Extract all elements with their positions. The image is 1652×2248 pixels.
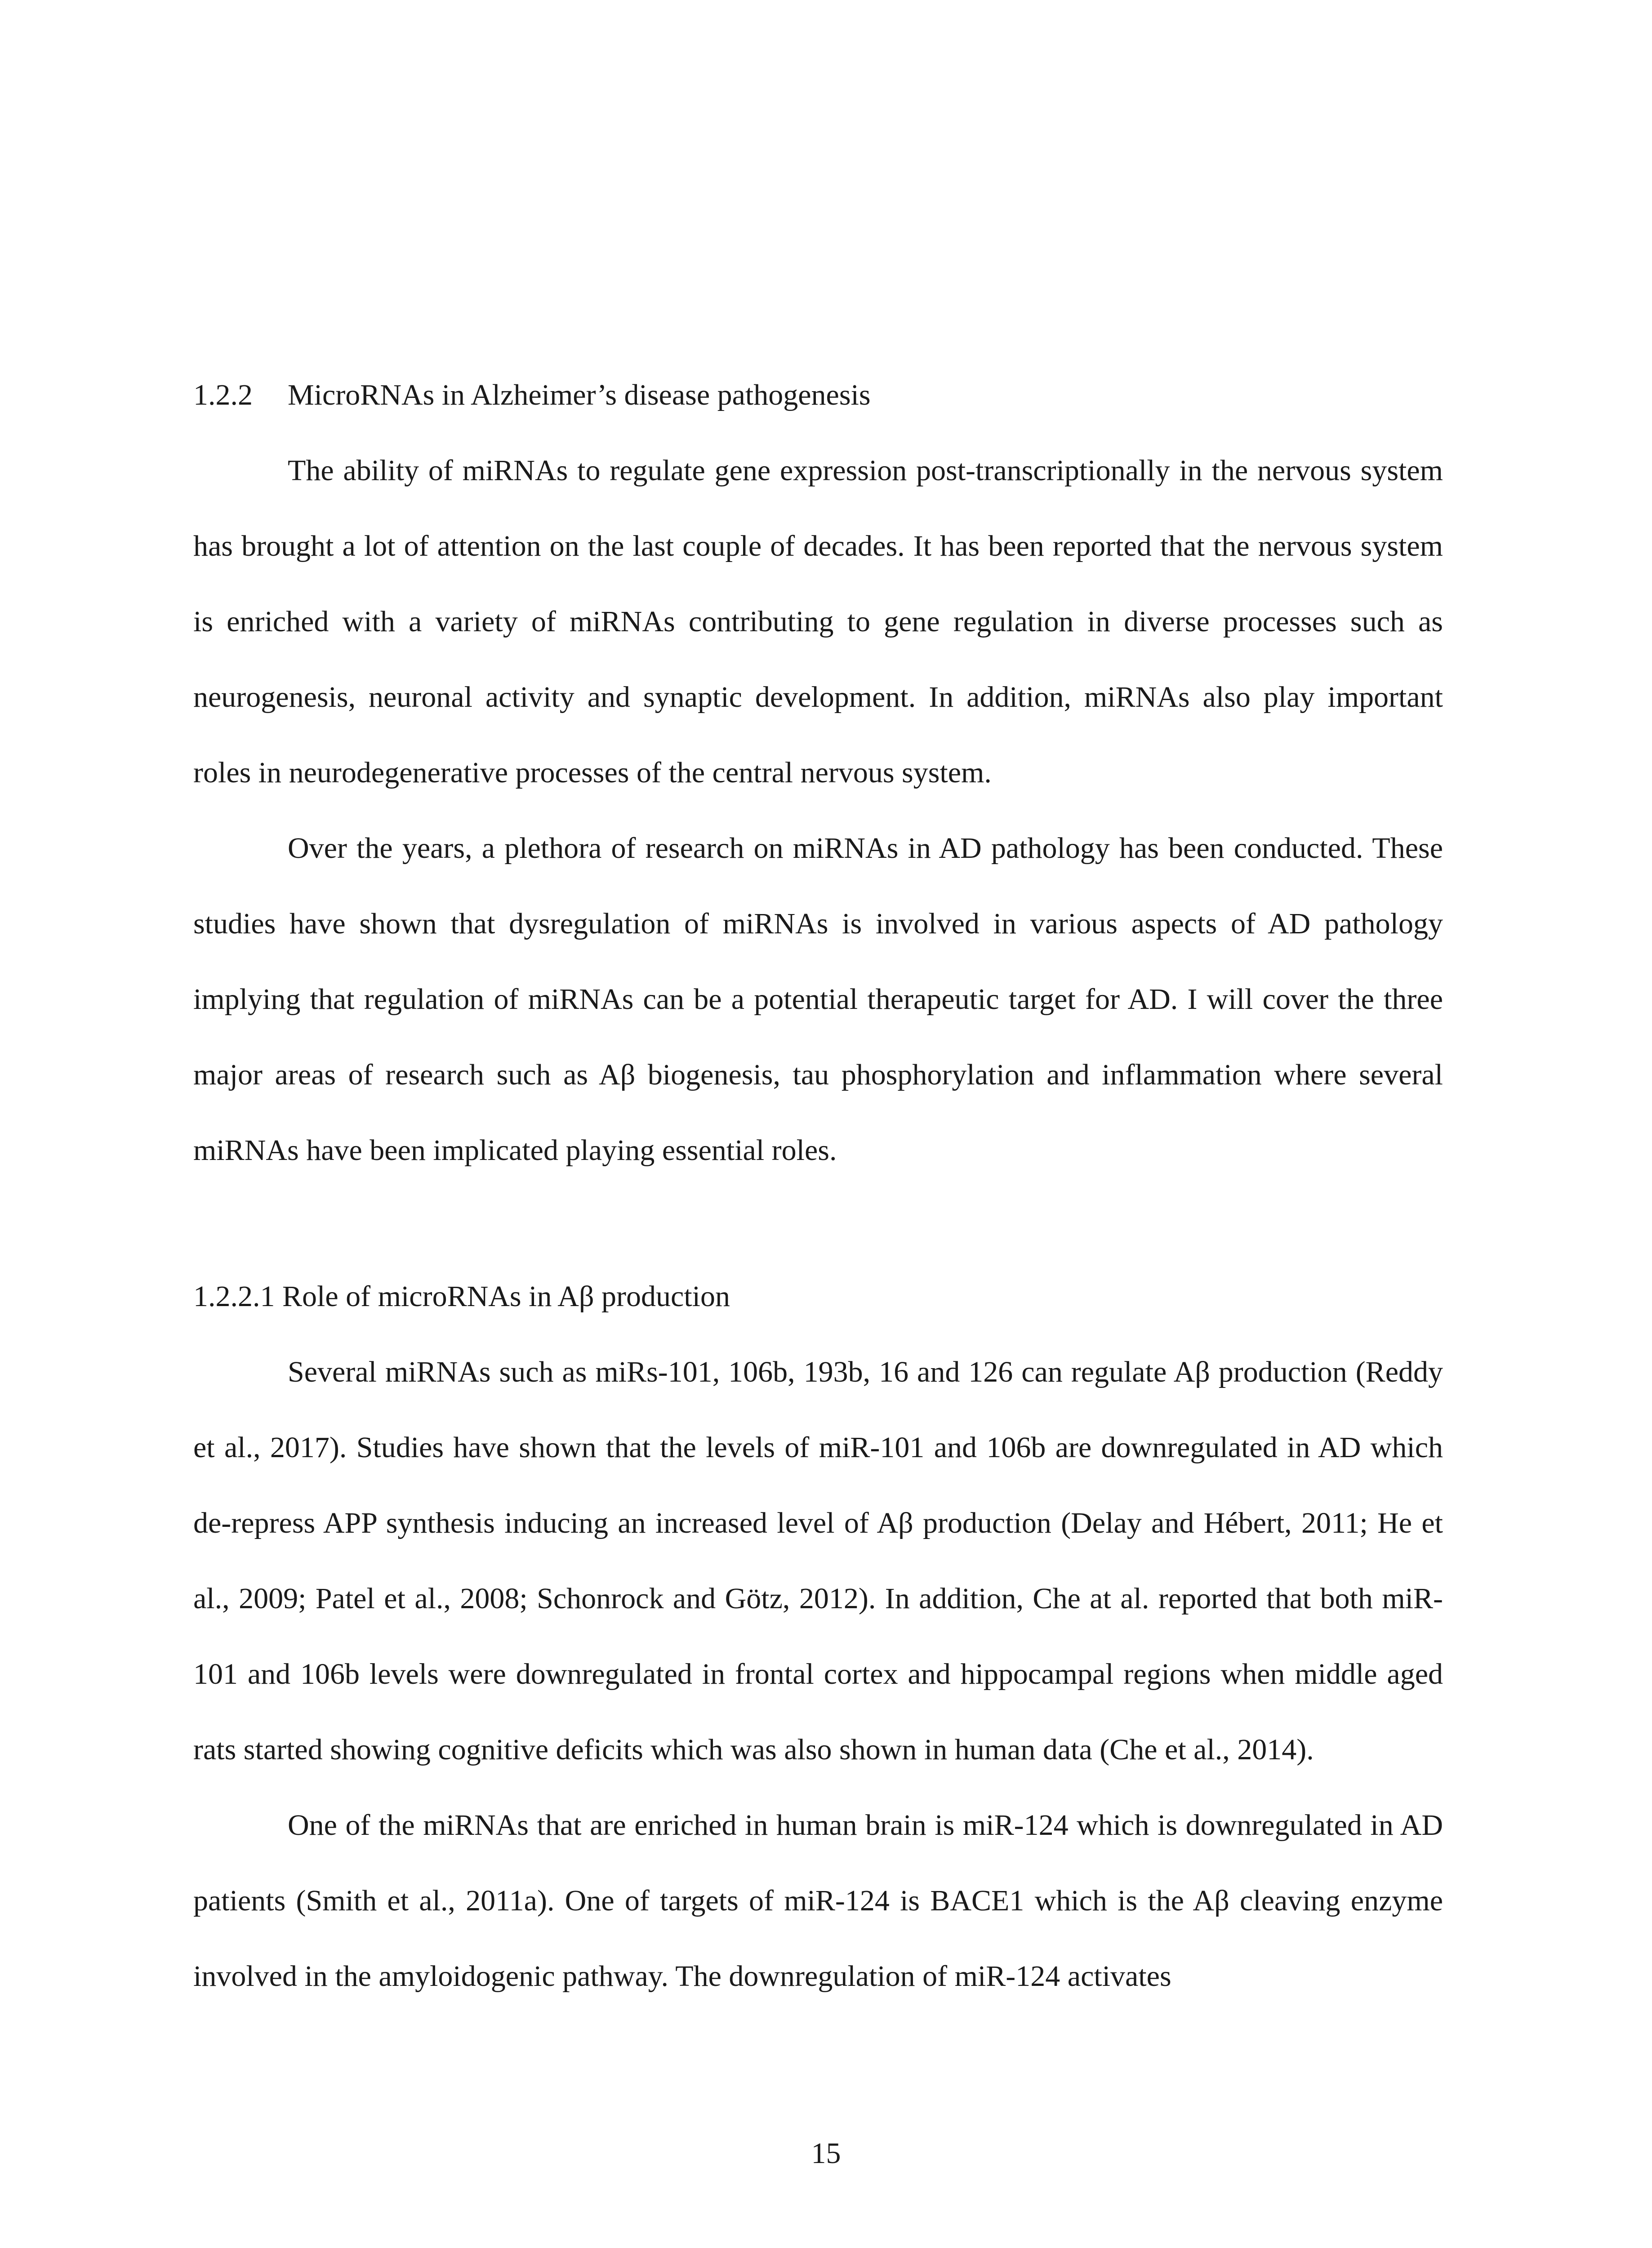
section-heading: [193, 357, 1443, 433]
page-number: 15: [811, 2137, 841, 2170]
subsection-heading: [193, 1259, 1443, 1334]
section-1-2-2: [193, 357, 1443, 1188]
subsection-title: Role of microRNAs in Aβ production: [282, 1280, 730, 1313]
paragraph: Over the years, a plethora of research on miRNAs in AD pathology has been conducted. These studies have shown that dysregulation of miRNAs is involved in various aspects of AD pathology implying that regulation of miRNAs can be a potential therapeutic target for AD. I will cover the three major areas of research such as Aβ biogenesis, tau phosphorylation and inflammation where several miRNAs have been implicated playing essential roles.: [193, 832, 1443, 1167]
subsection-number: 1.2.2.1: [193, 1280, 275, 1313]
section-number: 1.2.2: [193, 379, 253, 411]
section-1-2-2-1: [193, 1259, 1443, 2014]
paragraph: Several miRNAs such as miRs-101, 106b, 193b, 16 and 126 can regulate Aβ production (Reddy et al., 2017). Studies have shown that the levels of miR-101 and 106b are downregulated in AD which de-repress APP synthesis inducing an increased level of Aβ production (Delay and Hébert, 2011; He et al., 2009; Patel et al., 2008; Schonrock and Götz, 2012). In addition, Che at al. reported that both miR-101 and 106b levels were downregulated in frontal cortex and hippocampal regions when middle aged rats started showing cognitive deficits which was also shown in human data (Che et al., 2014).: [193, 1356, 1443, 1766]
section-title: MicroRNAs in Alzheimer’s disease pathogenesis: [288, 379, 871, 411]
paragraph: The ability of miRNAs to regulate gene expression post-transcriptionally in the nervous system has brought a lot of attention on the last couple of decades. It has been reported that the nervous system is enriched with a variety of miRNAs contributing to gene regulation in diverse processes such as neurogenesis, neuronal activity and synaptic development. In addition, miRNAs also play important roles in neurodegenerative processes of the central nervous system.: [193, 454, 1443, 789]
paragraph: One of the miRNAs that are enriched in human brain is miR-124 which is downregulated in AD patients (Smith et al., 2011a). One of targets of miR-124 is BACE1 which is the Aβ cleaving enzyme involved in the amyloidogenic pathway. The downregulation of miR-124 activates: [193, 1809, 1443, 1993]
